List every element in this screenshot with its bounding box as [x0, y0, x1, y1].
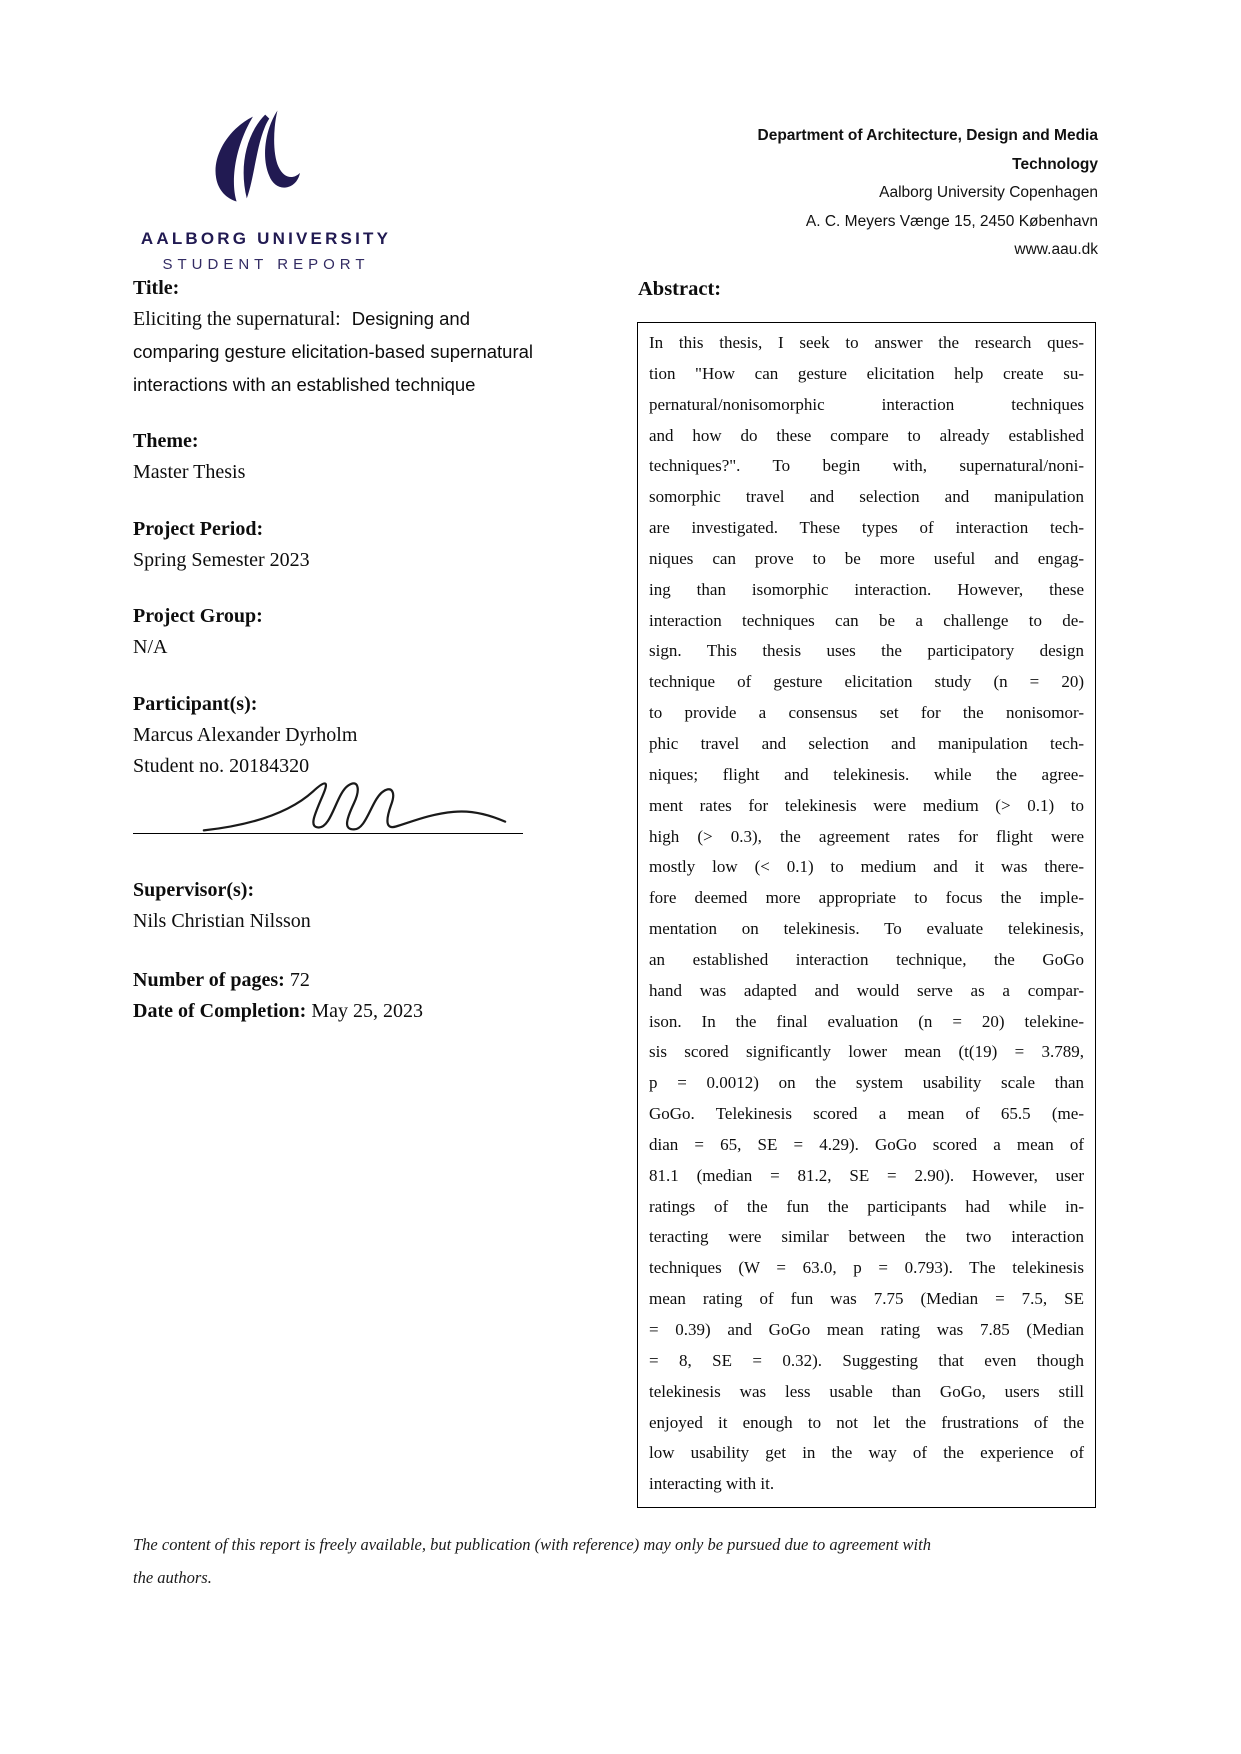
abstract-text-line: ing than isomorphic interaction. However, these: [649, 579, 1084, 599]
abstract-text-line: an established interaction technique, the GoGo: [649, 949, 1084, 969]
title-text-line-3: interactions with an established technique: [133, 374, 476, 395]
abstract-text-line: ratings of the fun the participants had while in-: [649, 1196, 1084, 1216]
footer-note-line: the authors.: [133, 1568, 212, 1587]
supervisors-label: Supervisor(s):: [133, 879, 255, 901]
university-name: AALBORG UNIVERSITY: [140, 229, 392, 248]
pages-value: 72: [289, 969, 310, 991]
department-address-line: A. C. Meyers Vænge 15, 2450 København: [805, 212, 1098, 230]
abstract-text-line: mean rating of fun was 7.75 (Median = 7.5, SE: [649, 1289, 1084, 1309]
abstract-text-line: mentation on telekinesis. To evaluate telekinesis,: [649, 919, 1084, 939]
abstract-text-line: ison. In the final evaluation (n = 20) telekine-: [649, 1011, 1084, 1031]
abstract-text-line: sign. This thesis uses the participatory design: [649, 641, 1084, 661]
abstract-text-line: high (> 0.3), the agreement rates for flight were: [649, 826, 1084, 846]
abstract-text-line: techniques (W = 63.0, p = 0.793). The telekinesis: [649, 1258, 1084, 1278]
department-name-line: Technology: [1012, 155, 1098, 173]
signature: [196, 768, 512, 846]
abstract-text-line: somorphic travel and selection and manipulation: [649, 487, 1084, 507]
abstract-text-line: fore deemed more appropriate to focus the imple-: [649, 888, 1084, 908]
supervisor-name: Nils Christian Nilsson: [133, 910, 311, 932]
participant-student-number: Student no. 20184320: [133, 755, 310, 777]
department-address: [598, 179, 1098, 265]
abstract-text-line: = 0.39) and GoGo mean rating was 7.85 (Median: [649, 1320, 1084, 1339]
abstract-text-line: teracting were similar between the two interaction: [649, 1227, 1084, 1247]
project-period-label: Project Period:: [133, 518, 264, 540]
abstract-text-line: 81.1 (median = 81.2, SE = 2.90). However, user: [649, 1165, 1084, 1185]
abstract-text-line: p = 0.0012) on the system usability scale than: [649, 1073, 1084, 1093]
abstract-text-line: niques; flight and telekinesis. while the agree-: [649, 764, 1084, 784]
abstract-text-line: pernatural/nonisomorphic interaction techniques: [649, 394, 1084, 414]
completion-value: May 25, 2023: [311, 1000, 423, 1022]
abstract-text-line: are investigated. These types of interaction tech-: [649, 518, 1084, 538]
footer-note: [133, 1528, 1133, 1594]
completion-label: Date of Completion:: [133, 1000, 307, 1022]
participant-name: Marcus Alexander Dyrholm: [133, 724, 358, 746]
abstract-text-line: interacting with it.: [649, 1474, 775, 1494]
abstract-text-line: sis scored significantly lower mean (t(19) = 3.789,: [649, 1042, 1084, 1062]
title-sans-part: Designing and: [351, 308, 470, 329]
footer-note-line: The content of this report is freely available, but publication (with reference) may only be pursued due to agreement with: [133, 1535, 931, 1554]
abstract-text-line: In this thesis, I seek to answer the research ques-: [649, 333, 1084, 352]
abstract-text-line: telekinesis was less usable than GoGo, users still: [649, 1381, 1084, 1401]
report-type-label: STUDENT REPORT: [162, 256, 370, 273]
participants-label: Participant(s):: [133, 693, 258, 715]
title-text-line-2: comparing gesture elicitation-based supernatural: [133, 341, 534, 362]
theme-label: Theme:: [133, 430, 199, 452]
project-group-label: Project Group:: [133, 605, 263, 627]
pages-label: Number of pages:: [133, 969, 285, 991]
abstract-text-line: mostly low (< 0.1) to medium and it was there-: [649, 857, 1084, 877]
abstract-text-line: phic travel and selection and manipulation tech-: [649, 733, 1084, 753]
title-serif-part: Eliciting the supernatural:: [133, 308, 341, 330]
pages-line: [133, 969, 310, 992]
department-name-line: Department of Architecture, Design and Media: [757, 127, 1098, 144]
abstract-text-line: niques can prove to be more useful and engag-: [649, 548, 1084, 568]
abstract-text-line: enjoyed it enough to not let the frustrations of the: [649, 1412, 1084, 1432]
abstract-text-line: to provide a consensus set for the nonisomor-: [649, 703, 1084, 723]
abstract-text-line: techniques?". To begin with, supernatural/noni-: [649, 456, 1084, 476]
abstract-text-line: and how do these compare to already established: [649, 425, 1084, 445]
project-period-value: Spring Semester 2023: [133, 549, 310, 571]
abstract-text-line: low usability get in the way of the experience of: [649, 1443, 1084, 1463]
abstract-text-line: ment rates for telekinesis were medium (> 0.1) to: [649, 795, 1084, 815]
abstract-text-line: interaction techniques can be a challenge to de-: [649, 610, 1084, 630]
title-label: Title:: [133, 277, 180, 299]
abstract-text-line: technique of gesture elicitation study (n = 20): [649, 672, 1084, 692]
department-address-block: [598, 122, 1098, 265]
abstract-text-line: tion "How can gesture elicitation help create su-: [649, 363, 1084, 383]
abstract-text-line: GoGo. Telekinesis scored a mean of 65.5 (me-: [649, 1104, 1084, 1124]
abstract-text-line: dian = 65, SE = 4.29). GoGo scored a mean of: [649, 1134, 1084, 1154]
theme-value: Master Thesis: [133, 461, 246, 483]
title-text-line-1: [133, 308, 470, 331]
department-address-line: www.aau.dk: [1014, 241, 1098, 258]
completion-line: [133, 1000, 423, 1023]
department-name: [598, 122, 1098, 179]
abstract-text-line: hand was adapted and would serve as a compar-: [649, 980, 1084, 1000]
aau-logo-icon: [210, 108, 302, 206]
project-group-value: N/A: [133, 636, 168, 658]
abstract-box: [637, 322, 1096, 1508]
abstract-label: Abstract:: [638, 278, 722, 300]
abstract-text-line: = 8, SE = 0.32). Suggesting that even though: [649, 1350, 1084, 1370]
department-address-line: Aalborg University Copenhagen: [879, 184, 1098, 201]
